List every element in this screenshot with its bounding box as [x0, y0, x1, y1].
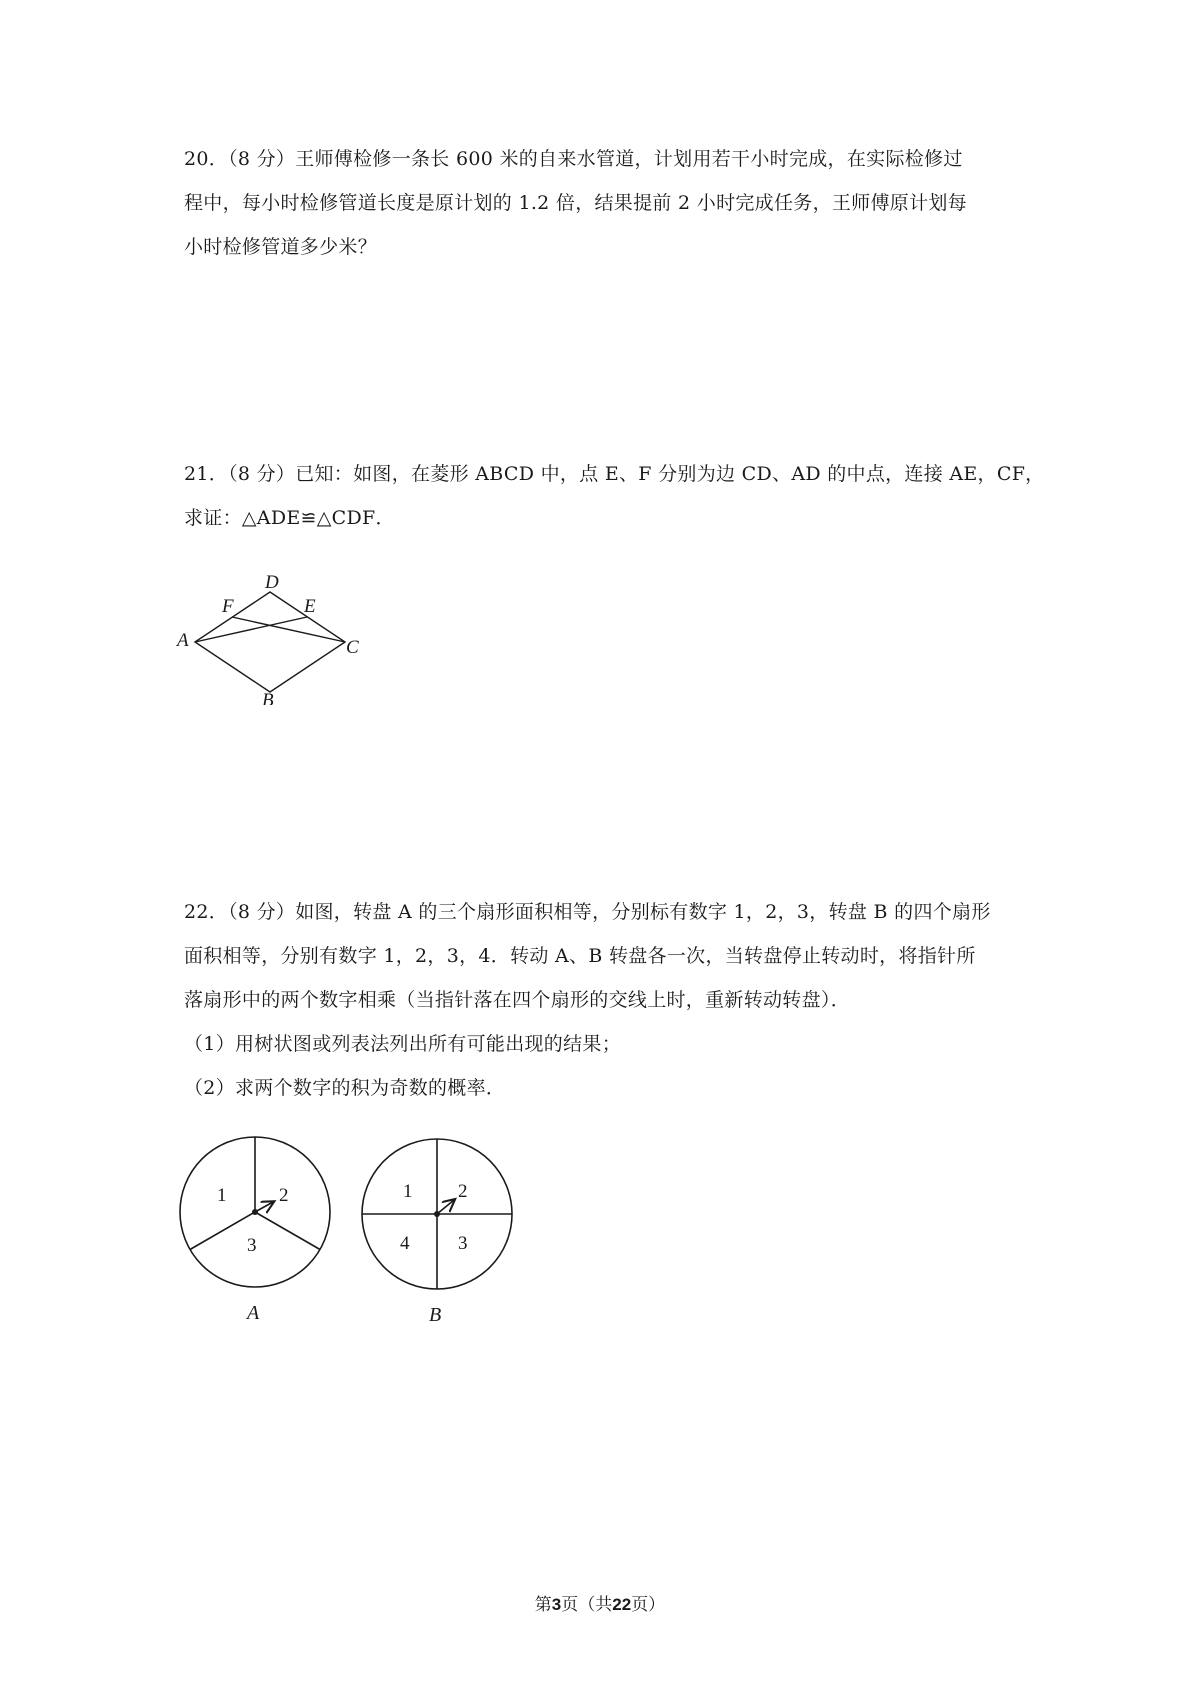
question-20-line-1: 20．（8 分）王师傅检修一条长 600 米的自来水管道，计划用若干小时完成，在实际检修过: [184, 148, 963, 170]
spinner-b-center: [434, 1211, 440, 1217]
question-22-line-4: （1）用树状图或列表法列出所有可能出现的结果；: [184, 1033, 621, 1055]
spinners-figure: [175, 1125, 535, 1325]
footer-prefix: 第: [534, 1595, 552, 1615]
footer-total-pages: 22: [612, 1595, 632, 1614]
vertex-label-d: D: [265, 572, 279, 593]
rhombus-figure: [175, 570, 395, 705]
spinner-b-sector-4: 4: [400, 1233, 410, 1254]
spinner-b-label: B: [429, 1304, 442, 1325]
spinner-a-pointer: [255, 1202, 273, 1212]
footer-suffix: 页）: [631, 1595, 666, 1615]
question-22-line-3: 落扇形中的两个数字相乘（当指针落在四个扇形的交线上时，重新转动转盘）．: [184, 989, 851, 1011]
footer-page-number: 3: [551, 1595, 562, 1614]
spinner-b: [362, 1139, 512, 1325]
spinner-a-divider-2: [190, 1212, 255, 1250]
spinner-b-sector-3: 3: [458, 1233, 468, 1254]
question-20-line-3: 小时检修管道多少米？: [184, 236, 378, 258]
spinner-a-sector-3: 3: [247, 1235, 257, 1256]
vertex-label-c: C: [346, 637, 359, 658]
spinner-a: [180, 1137, 330, 1324]
spinner-a-divider-3: [255, 1212, 320, 1250]
spinner-a-label: A: [247, 1302, 260, 1324]
spinner-a-sector-2: 2: [279, 1185, 289, 1206]
question-21-line-2: 求证：△ADE≌△CDF．: [184, 507, 395, 529]
question-21-line-1: 21．（8 分）已知：如图，在菱形 ABCD 中，点 E、F 分别为边 CD、AD 的中点，连接 AE，CF，: [184, 463, 1045, 485]
question-22-line-2: 面积相等，分别有数字 1，2，3，4．转动 A、B 转盘各一次，当转盘停止转动时，将指针所: [184, 945, 976, 967]
spinner-b-sector-1: 1: [403, 1181, 413, 1202]
spinner-b-pointer: [437, 1200, 454, 1214]
page-footer: [0, 1590, 1200, 1615]
vertex-label-a: A: [177, 630, 189, 651]
footer-middle: 页（共: [561, 1595, 613, 1615]
question-22-line-1: 22．（8 分）如图，转盘 A 的三个扇形面积相等，分别标有数字 1，2，3，转盘 B 的四个扇形: [184, 901, 991, 923]
point-label-f: F: [222, 596, 234, 617]
question-22-line-5: （2）求两个数字的积为奇数的概率．: [184, 1077, 506, 1099]
spinner-b-sector-2: 2: [458, 1181, 468, 1202]
question-20-line-2: 程中，每小时检修管道长度是原计划的 1.2 倍，结果提前 2 小时完成任务，王师傅原计划每: [184, 192, 967, 214]
spinner-a-center: [252, 1209, 258, 1215]
rhombus-abcd: [195, 592, 345, 692]
point-label-e: E: [304, 596, 316, 617]
spinner-a-sector-1: 1: [217, 1185, 227, 1206]
vertex-label-b: B: [262, 690, 274, 705]
